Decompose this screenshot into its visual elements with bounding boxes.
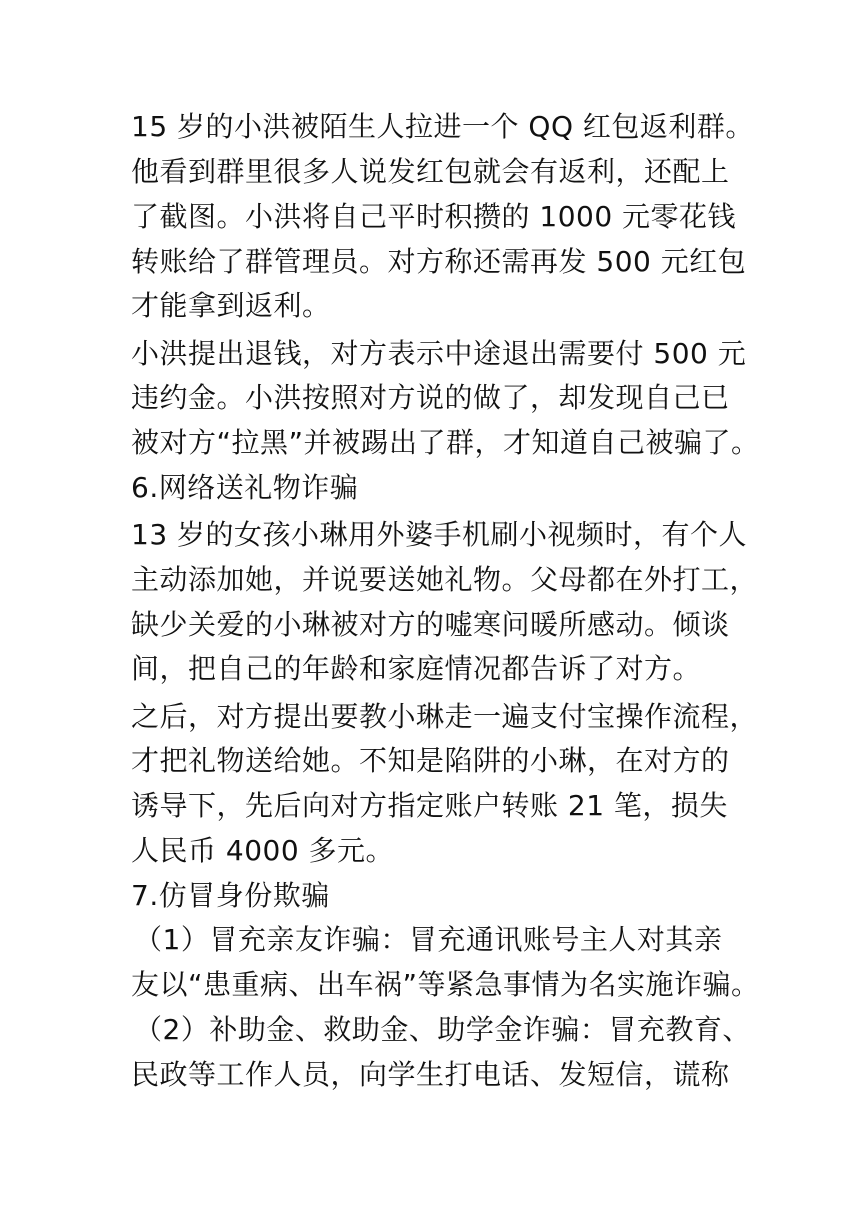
text-line: 民政等工作人员，向学生打电话、发短信，谎称 (131, 1058, 730, 1091)
text-line: 才能拿到返利。 (131, 289, 331, 322)
text-line: 小洪提出退钱，对方表示中途退出需要付 500 元 (131, 337, 747, 370)
text-line: （1）冒充亲友诈骗：冒充通讯账号主人对其亲 (134, 923, 723, 956)
text-line: 13 岁的女孩小琳用外婆手机刷小视频时，有个人 (131, 518, 748, 551)
text-line: 缺少关爱的小琳被对方的嘘寒问暖所感动。倾谈 (131, 608, 730, 641)
text-line: 诱导下，先后向对方指定账户转账 21 笔，损失 (131, 789, 728, 822)
text-line: 才把礼物送给她。不知是陷阱的小琳，在对方的 (131, 744, 730, 777)
text-line: 主动添加她，并说要送她礼物。父母都在外打工， (131, 563, 759, 596)
text-line: 被对方“拉黑”并被踢出了群，才知道自己被骗了。 (131, 426, 760, 459)
text-line: 间，把自己的年龄和家庭情况都告诉了对方。 (131, 652, 702, 685)
text-line: 了截图。小洪将自己平时积攒的 1000 元零花钱 (131, 200, 737, 233)
text-line: 之后，对方提出要教小琳走一遍支付宝操作流程， (131, 700, 759, 733)
text-line: 违约金。小洪按照对方说的做了，却发现自己已 (131, 381, 730, 414)
text-line: 15 岁的小洪被陌生人拉进一个 QQ 红包返利群。 (131, 110, 754, 143)
text-line: 他看到群里很多人说发红包就会有返利，还配上 (131, 155, 730, 188)
section-heading: 7.仿冒身份欺骗 (131, 879, 330, 912)
text-line: 人民币 4000 多元。 (131, 834, 395, 867)
text-line: 转账给了群管理员。对方称还需再发 500 元红包 (131, 245, 747, 278)
section-heading: 6.网络送礼物诈骗 (131, 471, 359, 504)
text-line: 友以“患重病、出车祸”等紧急事情为名实施诈骗。 (131, 968, 760, 1001)
text-line: （2）补助金、救助金、助学金诈骗：冒充教育、 (134, 1013, 751, 1046)
